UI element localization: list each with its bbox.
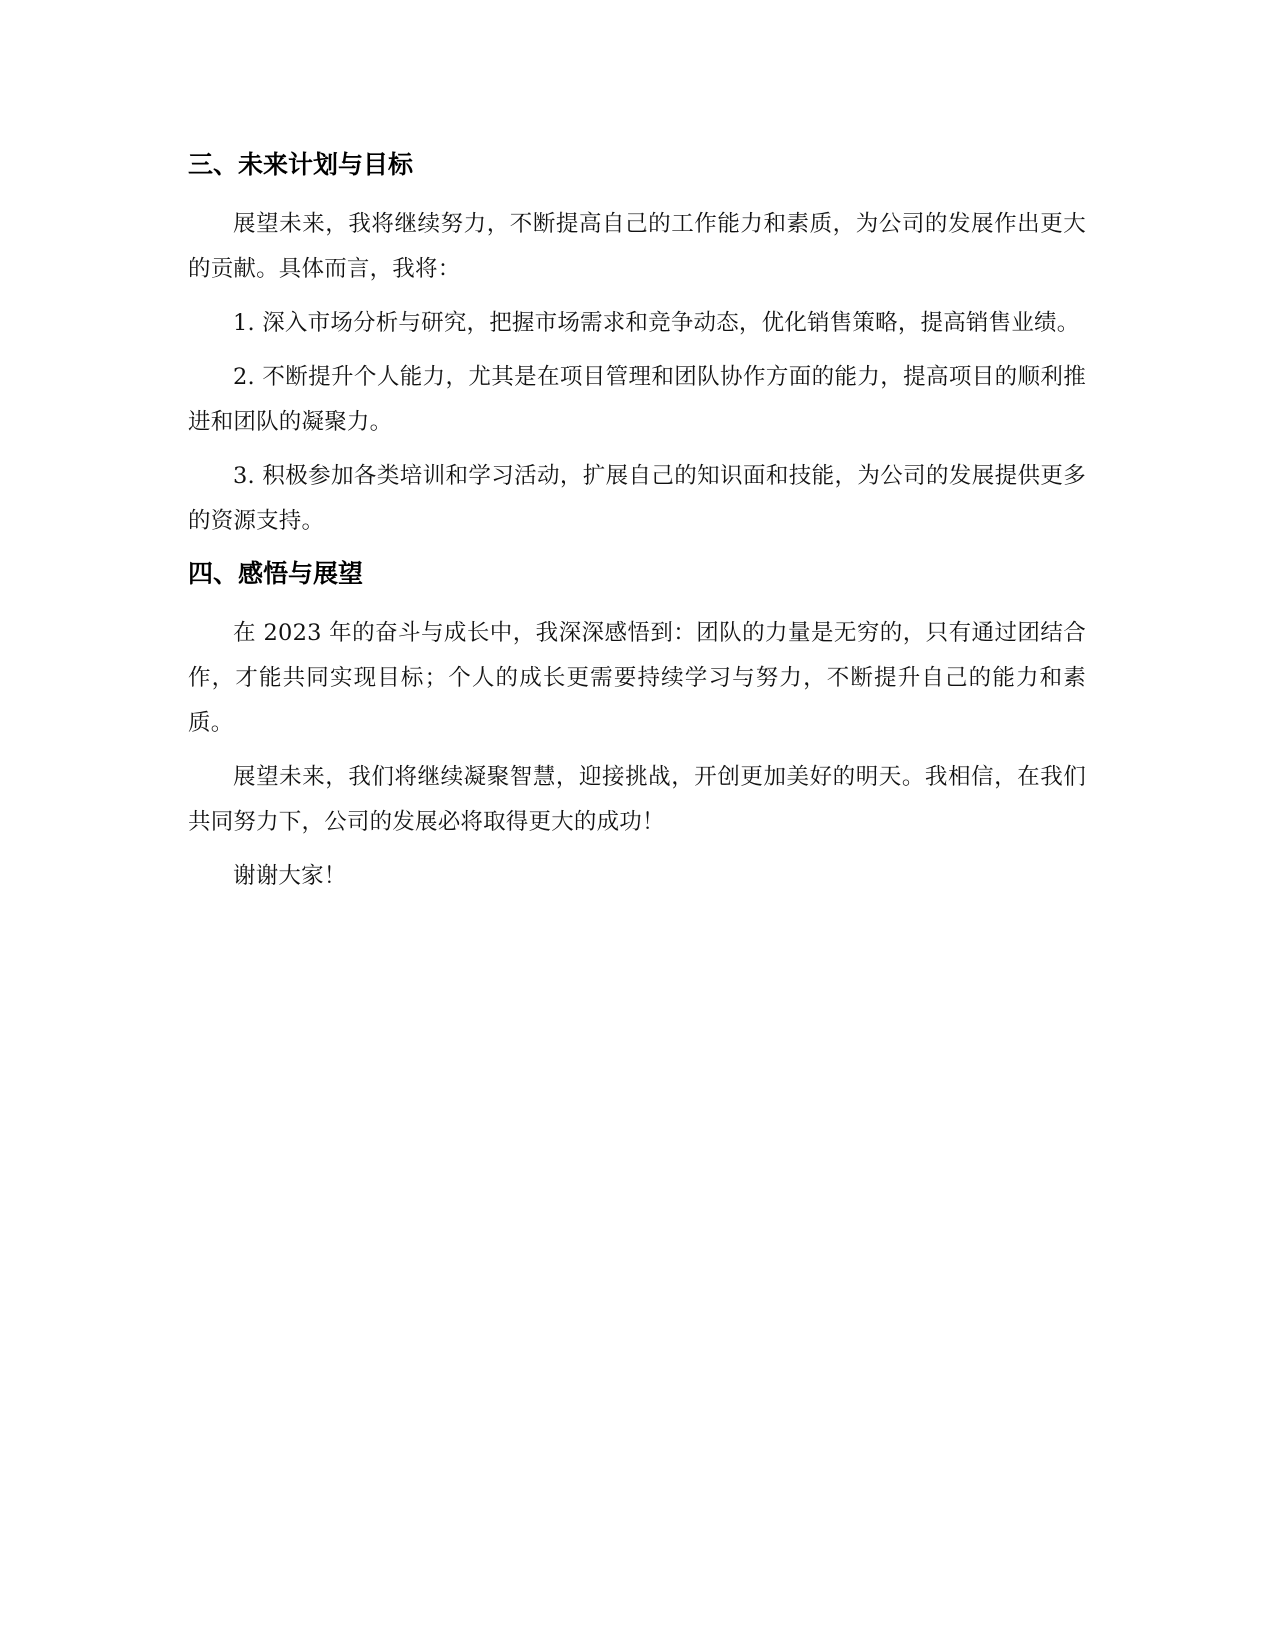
list-item-market-analysis: 1. 深入市场分析与研究，把握市场需求和竞争动态，优化销售策略，提高销售业绩。 [233,310,1080,336]
paragraph-outlook: 展望未来，我们将继续凝聚智慧，迎接挑战，开创更加美好的明天。我相信，在我们共同努力下，公司的发展必将取得更大的成功！ [188,764,1086,835]
list-item-personal-ability: 2. 不断提升个人能力，尤其是在项目管理和团队协作方面的能力，提高项目的顺利推进和团队的凝聚力。 [188,364,1086,435]
document-body [188,148,1086,908]
section-heading-reflection: 四、感悟与展望 [188,559,364,588]
section-heading-future-plans: 三、未来计划与目标 [188,150,414,179]
paragraph-thanks: 谢谢大家！ [233,863,347,889]
paragraph-reflection: 在 2023 年的奋斗与成长中，我深深感悟到：团队的力量是无穷的，只有通过团结合作，才能共同实现目标；个人的成长更需要持续学习与努力，不断提升自己的能力和素质。 [188,620,1086,736]
list-item-training: 3. 积极参加各类培训和学习活动，扩展自己的知识面和技能，为公司的发展提供更多的资源支持。 [188,463,1086,534]
paragraph-future-intro: 展望未来，我将继续努力，不断提高自己的工作能力和素质，为公司的发展作出更大的贡献。具体而言，我将： [188,211,1086,282]
